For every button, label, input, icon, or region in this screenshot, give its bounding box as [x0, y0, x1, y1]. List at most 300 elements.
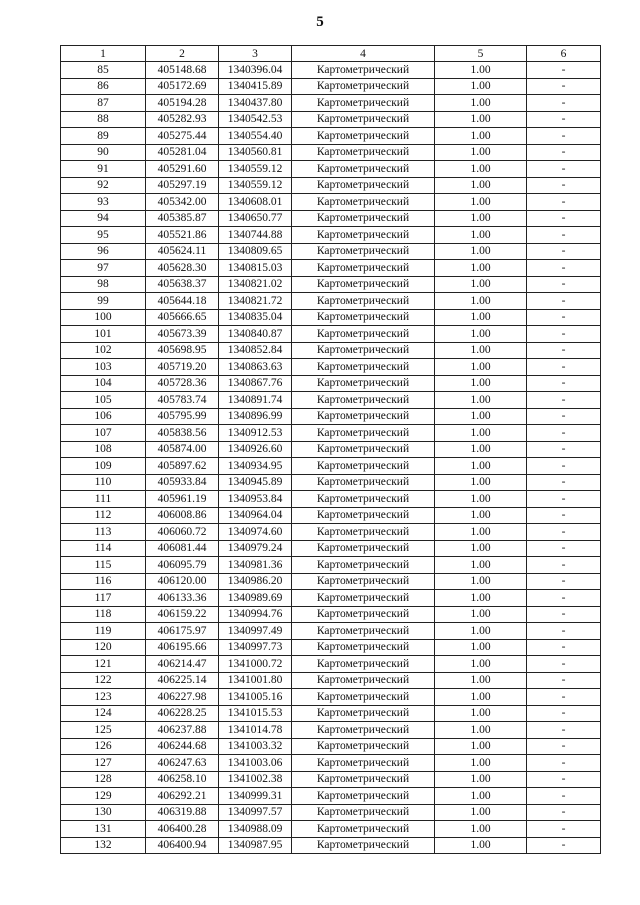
- x-coordinate-cell: 406060.72: [146, 524, 219, 541]
- y-coordinate-cell: 1340997.49: [219, 623, 292, 640]
- accuracy-cell: 1.00: [435, 227, 527, 244]
- accuracy-cell: 1.00: [435, 161, 527, 178]
- y-coordinate-cell: 1340744.88: [219, 227, 292, 244]
- y-coordinate-cell: 1340840.87: [219, 326, 292, 343]
- method-cell: Картометрический: [292, 293, 435, 310]
- description-cell: -: [527, 755, 601, 772]
- accuracy-cell: 1.00: [435, 623, 527, 640]
- table-row: [61, 606, 601, 623]
- accuracy-cell: 1.00: [435, 837, 527, 854]
- point-number-cell: 125: [61, 722, 146, 739]
- point-number-cell: 131: [61, 821, 146, 838]
- description-cell: -: [527, 491, 601, 508]
- accuracy-cell: 1.00: [435, 540, 527, 557]
- description-cell: -: [527, 210, 601, 227]
- y-coordinate-cell: 1340987.95: [219, 837, 292, 854]
- description-cell: -: [527, 771, 601, 788]
- point-number-cell: 121: [61, 656, 146, 673]
- accuracy-cell: 1.00: [435, 441, 527, 458]
- point-number-cell: 115: [61, 557, 146, 574]
- y-coordinate-cell: 1340542.53: [219, 111, 292, 128]
- accuracy-cell: 1.00: [435, 573, 527, 590]
- point-number-cell: 91: [61, 161, 146, 178]
- accuracy-cell: 1.00: [435, 689, 527, 706]
- table-row: [61, 392, 601, 409]
- point-number-cell: 126: [61, 738, 146, 755]
- y-coordinate-cell: 1340608.01: [219, 194, 292, 211]
- column-header-6: 6: [527, 46, 601, 62]
- description-cell: -: [527, 309, 601, 326]
- method-cell: Картометрический: [292, 95, 435, 112]
- description-cell: -: [527, 392, 601, 409]
- accuracy-cell: 1.00: [435, 804, 527, 821]
- method-cell: Картометрический: [292, 788, 435, 805]
- x-coordinate-cell: 405783.74: [146, 392, 219, 409]
- page-number: 5: [316, 14, 324, 30]
- method-cell: Картометрический: [292, 491, 435, 508]
- description-cell: -: [527, 722, 601, 739]
- accuracy-cell: 1.00: [435, 755, 527, 772]
- table-row: [61, 771, 601, 788]
- accuracy-cell: 1.00: [435, 62, 527, 79]
- description-cell: -: [527, 458, 601, 475]
- table-row: [61, 359, 601, 376]
- table-row: [61, 210, 601, 227]
- method-cell: Картометрический: [292, 540, 435, 557]
- table-row: [61, 656, 601, 673]
- description-cell: -: [527, 507, 601, 524]
- point-number-cell: 87: [61, 95, 146, 112]
- y-coordinate-cell: 1340554.40: [219, 128, 292, 145]
- description-cell: -: [527, 326, 601, 343]
- method-cell: Картометрический: [292, 326, 435, 343]
- point-number-cell: 88: [61, 111, 146, 128]
- method-cell: Картометрический: [292, 62, 435, 79]
- x-coordinate-cell: 405624.11: [146, 243, 219, 260]
- description-cell: -: [527, 705, 601, 722]
- x-coordinate-cell: 405933.84: [146, 474, 219, 491]
- table-row: [61, 821, 601, 838]
- point-number-cell: 112: [61, 507, 146, 524]
- description-cell: -: [527, 276, 601, 293]
- point-number-cell: 106: [61, 408, 146, 425]
- x-coordinate-cell: 405275.44: [146, 128, 219, 145]
- y-coordinate-cell: 1340415.89: [219, 78, 292, 95]
- accuracy-cell: 1.00: [435, 771, 527, 788]
- y-coordinate-cell: 1340934.95: [219, 458, 292, 475]
- description-cell: -: [527, 78, 601, 95]
- table-row: [61, 161, 601, 178]
- point-number-cell: 96: [61, 243, 146, 260]
- accuracy-cell: 1.00: [435, 557, 527, 574]
- accuracy-cell: 1.00: [435, 491, 527, 508]
- table-row: [61, 342, 601, 359]
- accuracy-cell: 1.00: [435, 293, 527, 310]
- x-coordinate-cell: 406227.98: [146, 689, 219, 706]
- description-cell: -: [527, 260, 601, 277]
- point-number-cell: 104: [61, 375, 146, 392]
- y-coordinate-cell: 1340559.12: [219, 161, 292, 178]
- y-coordinate-cell: 1341000.72: [219, 656, 292, 673]
- description-cell: -: [527, 821, 601, 838]
- point-number-cell: 89: [61, 128, 146, 145]
- y-coordinate-cell: 1340891.74: [219, 392, 292, 409]
- method-cell: Картометрический: [292, 243, 435, 260]
- table-row: [61, 804, 601, 821]
- description-cell: -: [527, 111, 601, 128]
- method-cell: Картометрический: [292, 672, 435, 689]
- table-row: [61, 474, 601, 491]
- description-cell: -: [527, 144, 601, 161]
- column-header-2: 2: [146, 46, 219, 62]
- table-row: [61, 326, 601, 343]
- table-row: [61, 62, 601, 79]
- x-coordinate-cell: 405521.86: [146, 227, 219, 244]
- method-cell: Картометрический: [292, 738, 435, 755]
- method-cell: Картометрический: [292, 425, 435, 442]
- point-number-cell: 100: [61, 309, 146, 326]
- table-row: [61, 227, 601, 244]
- table-row: [61, 557, 601, 574]
- method-cell: Картометрический: [292, 573, 435, 590]
- method-cell: Картометрический: [292, 260, 435, 277]
- y-coordinate-cell: 1340863.63: [219, 359, 292, 376]
- point-number-cell: 102: [61, 342, 146, 359]
- accuracy-cell: 1.00: [435, 425, 527, 442]
- x-coordinate-cell: 406120.00: [146, 573, 219, 590]
- description-cell: -: [527, 408, 601, 425]
- description-cell: -: [527, 62, 601, 79]
- method-cell: Картометрический: [292, 771, 435, 788]
- description-cell: -: [527, 573, 601, 590]
- table-row: [61, 788, 601, 805]
- method-cell: Картометрический: [292, 375, 435, 392]
- point-number-cell: 119: [61, 623, 146, 640]
- point-number-cell: 111: [61, 491, 146, 508]
- x-coordinate-cell: 405719.20: [146, 359, 219, 376]
- table-row: [61, 276, 601, 293]
- accuracy-cell: 1.00: [435, 408, 527, 425]
- x-coordinate-cell: 406225.14: [146, 672, 219, 689]
- y-coordinate-cell: 1341003.32: [219, 738, 292, 755]
- method-cell: Картометрический: [292, 227, 435, 244]
- x-coordinate-cell: 405961.19: [146, 491, 219, 508]
- x-coordinate-cell: 405291.60: [146, 161, 219, 178]
- method-cell: Картометрический: [292, 474, 435, 491]
- point-number-cell: 101: [61, 326, 146, 343]
- table-header-row: [61, 46, 601, 62]
- description-cell: -: [527, 177, 601, 194]
- x-coordinate-cell: 405838.56: [146, 425, 219, 442]
- y-coordinate-cell: 1340560.81: [219, 144, 292, 161]
- y-coordinate-cell: 1340437.80: [219, 95, 292, 112]
- column-header-4: 4: [292, 46, 435, 62]
- x-coordinate-cell: 406159.22: [146, 606, 219, 623]
- y-coordinate-cell: 1340945.89: [219, 474, 292, 491]
- table-row: [61, 672, 601, 689]
- method-cell: Картометрический: [292, 194, 435, 211]
- y-coordinate-cell: 1340867.76: [219, 375, 292, 392]
- method-cell: Картометрический: [292, 639, 435, 656]
- point-number-cell: 90: [61, 144, 146, 161]
- method-cell: Картометрический: [292, 722, 435, 739]
- method-cell: Картометрический: [292, 408, 435, 425]
- description-cell: -: [527, 788, 601, 805]
- accuracy-cell: 1.00: [435, 276, 527, 293]
- accuracy-cell: 1.00: [435, 392, 527, 409]
- description-cell: -: [527, 738, 601, 755]
- x-coordinate-cell: 405385.87: [146, 210, 219, 227]
- y-coordinate-cell: 1340896.99: [219, 408, 292, 425]
- description-cell: -: [527, 540, 601, 557]
- table-row: [61, 293, 601, 310]
- y-coordinate-cell: 1340396.04: [219, 62, 292, 79]
- x-coordinate-cell: 406008.86: [146, 507, 219, 524]
- accuracy-cell: 1.00: [435, 359, 527, 376]
- point-number-cell: 110: [61, 474, 146, 491]
- y-coordinate-cell: 1340964.04: [219, 507, 292, 524]
- accuracy-cell: 1.00: [435, 738, 527, 755]
- method-cell: Картометрический: [292, 524, 435, 541]
- description-cell: -: [527, 606, 601, 623]
- y-coordinate-cell: 1340997.57: [219, 804, 292, 821]
- x-coordinate-cell: 405644.18: [146, 293, 219, 310]
- x-coordinate-cell: 406319.88: [146, 804, 219, 821]
- x-coordinate-cell: 406195.66: [146, 639, 219, 656]
- point-number-cell: 129: [61, 788, 146, 805]
- y-coordinate-cell: 1340979.24: [219, 540, 292, 557]
- table-row: [61, 623, 601, 640]
- method-cell: Картометрический: [292, 128, 435, 145]
- y-coordinate-cell: 1340981.36: [219, 557, 292, 574]
- description-cell: -: [527, 95, 601, 112]
- x-coordinate-cell: 405282.93: [146, 111, 219, 128]
- point-number-cell: 94: [61, 210, 146, 227]
- point-number-cell: 109: [61, 458, 146, 475]
- description-cell: -: [527, 375, 601, 392]
- table-row: [61, 144, 601, 161]
- accuracy-cell: 1.00: [435, 194, 527, 211]
- accuracy-cell: 1.00: [435, 342, 527, 359]
- point-number-cell: 107: [61, 425, 146, 442]
- point-number-cell: 118: [61, 606, 146, 623]
- method-cell: Картометрический: [292, 210, 435, 227]
- y-coordinate-cell: 1341001.80: [219, 672, 292, 689]
- x-coordinate-cell: 406400.94: [146, 837, 219, 854]
- y-coordinate-cell: 1340997.73: [219, 639, 292, 656]
- description-cell: -: [527, 441, 601, 458]
- table-row: [61, 408, 601, 425]
- description-cell: -: [527, 672, 601, 689]
- table-row: [61, 540, 601, 557]
- method-cell: Картометрический: [292, 276, 435, 293]
- x-coordinate-cell: 406244.68: [146, 738, 219, 755]
- x-coordinate-cell: 406237.88: [146, 722, 219, 739]
- accuracy-cell: 1.00: [435, 524, 527, 541]
- point-number-cell: 92: [61, 177, 146, 194]
- table-row: [61, 458, 601, 475]
- table-row: [61, 128, 601, 145]
- x-coordinate-cell: 405342.00: [146, 194, 219, 211]
- accuracy-cell: 1.00: [435, 656, 527, 673]
- point-number-cell: 99: [61, 293, 146, 310]
- y-coordinate-cell: 1340650.77: [219, 210, 292, 227]
- method-cell: Картометрический: [292, 458, 435, 475]
- point-number-cell: 93: [61, 194, 146, 211]
- description-cell: -: [527, 359, 601, 376]
- y-coordinate-cell: 1340999.31: [219, 788, 292, 805]
- accuracy-cell: 1.00: [435, 95, 527, 112]
- accuracy-cell: 1.00: [435, 672, 527, 689]
- method-cell: Картометрический: [292, 441, 435, 458]
- table-row: [61, 375, 601, 392]
- accuracy-cell: 1.00: [435, 639, 527, 656]
- method-cell: Картометрический: [292, 590, 435, 607]
- x-coordinate-cell: 405281.04: [146, 144, 219, 161]
- x-coordinate-cell: 405666.65: [146, 309, 219, 326]
- x-coordinate-cell: 405673.39: [146, 326, 219, 343]
- accuracy-cell: 1.00: [435, 474, 527, 491]
- method-cell: Картометрический: [292, 705, 435, 722]
- table-row: [61, 837, 601, 854]
- method-cell: Картометрический: [292, 392, 435, 409]
- table-row: [61, 194, 601, 211]
- point-number-cell: 116: [61, 573, 146, 590]
- accuracy-cell: 1.00: [435, 705, 527, 722]
- accuracy-cell: 1.00: [435, 326, 527, 343]
- table-row: [61, 441, 601, 458]
- method-cell: Картометрический: [292, 507, 435, 524]
- method-cell: Картометрический: [292, 623, 435, 640]
- method-cell: Картометрический: [292, 689, 435, 706]
- table-row: [61, 95, 601, 112]
- description-cell: -: [527, 243, 601, 260]
- description-cell: -: [527, 524, 601, 541]
- description-cell: -: [527, 590, 601, 607]
- x-coordinate-cell: 405795.99: [146, 408, 219, 425]
- y-coordinate-cell: 1341005.16: [219, 689, 292, 706]
- x-coordinate-cell: 406292.21: [146, 788, 219, 805]
- y-coordinate-cell: 1340989.69: [219, 590, 292, 607]
- accuracy-cell: 1.00: [435, 606, 527, 623]
- x-coordinate-cell: 406175.97: [146, 623, 219, 640]
- point-number-cell: 97: [61, 260, 146, 277]
- y-coordinate-cell: 1340852.84: [219, 342, 292, 359]
- table-row: [61, 689, 601, 706]
- description-cell: -: [527, 656, 601, 673]
- x-coordinate-cell: 406133.36: [146, 590, 219, 607]
- y-coordinate-cell: 1340821.72: [219, 293, 292, 310]
- table-row: [61, 243, 601, 260]
- table-row: [61, 491, 601, 508]
- y-coordinate-cell: 1340988.09: [219, 821, 292, 838]
- accuracy-cell: 1.00: [435, 458, 527, 475]
- method-cell: Картометрический: [292, 821, 435, 838]
- description-cell: -: [527, 623, 601, 640]
- x-coordinate-cell: 406214.47: [146, 656, 219, 673]
- accuracy-cell: 1.00: [435, 243, 527, 260]
- method-cell: Картометрический: [292, 557, 435, 574]
- x-coordinate-cell: 405874.00: [146, 441, 219, 458]
- accuracy-cell: 1.00: [435, 210, 527, 227]
- description-cell: -: [527, 689, 601, 706]
- description-cell: -: [527, 227, 601, 244]
- y-coordinate-cell: 1340994.76: [219, 606, 292, 623]
- x-coordinate-cell: 405897.62: [146, 458, 219, 475]
- method-cell: Картометрический: [292, 755, 435, 772]
- point-number-cell: 98: [61, 276, 146, 293]
- point-number-cell: 130: [61, 804, 146, 821]
- x-coordinate-cell: 405172.69: [146, 78, 219, 95]
- description-cell: -: [527, 194, 601, 211]
- table-row: [61, 590, 601, 607]
- column-header-1: 1: [61, 46, 146, 62]
- description-cell: -: [527, 804, 601, 821]
- method-cell: Картометрический: [292, 606, 435, 623]
- column-header-3: 3: [219, 46, 292, 62]
- table-row: [61, 425, 601, 442]
- table-body: [61, 62, 601, 854]
- x-coordinate-cell: 405297.19: [146, 177, 219, 194]
- table-row: [61, 309, 601, 326]
- x-coordinate-cell: 406400.28: [146, 821, 219, 838]
- y-coordinate-cell: 1340986.20: [219, 573, 292, 590]
- table-row: [61, 507, 601, 524]
- point-number-cell: 124: [61, 705, 146, 722]
- point-number-cell: 127: [61, 755, 146, 772]
- table-row: [61, 738, 601, 755]
- point-number-cell: 113: [61, 524, 146, 541]
- description-cell: -: [527, 128, 601, 145]
- description-cell: -: [527, 837, 601, 854]
- table-row: [61, 177, 601, 194]
- x-coordinate-cell: 405698.95: [146, 342, 219, 359]
- table-row: [61, 260, 601, 277]
- y-coordinate-cell: 1340835.04: [219, 309, 292, 326]
- accuracy-cell: 1.00: [435, 507, 527, 524]
- table-row: [61, 722, 601, 739]
- point-number-cell: 128: [61, 771, 146, 788]
- y-coordinate-cell: 1341014.78: [219, 722, 292, 739]
- point-number-cell: 95: [61, 227, 146, 244]
- table-row: [61, 639, 601, 656]
- point-number-cell: 105: [61, 392, 146, 409]
- point-number-cell: 132: [61, 837, 146, 854]
- description-cell: -: [527, 161, 601, 178]
- x-coordinate-cell: 406258.10: [146, 771, 219, 788]
- x-coordinate-cell: 405638.37: [146, 276, 219, 293]
- y-coordinate-cell: 1341003.06: [219, 755, 292, 772]
- method-cell: Картометрический: [292, 342, 435, 359]
- y-coordinate-cell: 1340821.02: [219, 276, 292, 293]
- accuracy-cell: 1.00: [435, 309, 527, 326]
- accuracy-cell: 1.00: [435, 821, 527, 838]
- x-coordinate-cell: 406081.44: [146, 540, 219, 557]
- y-coordinate-cell: 1340974.60: [219, 524, 292, 541]
- table-row: [61, 705, 601, 722]
- x-coordinate-cell: 405628.30: [146, 260, 219, 277]
- point-number-cell: 117: [61, 590, 146, 607]
- table-row: [61, 755, 601, 772]
- accuracy-cell: 1.00: [435, 260, 527, 277]
- method-cell: Картометрический: [292, 78, 435, 95]
- y-coordinate-cell: 1340912.53: [219, 425, 292, 442]
- point-number-cell: 122: [61, 672, 146, 689]
- accuracy-cell: 1.00: [435, 128, 527, 145]
- method-cell: Картометрический: [292, 837, 435, 854]
- table-row: [61, 78, 601, 95]
- accuracy-cell: 1.00: [435, 590, 527, 607]
